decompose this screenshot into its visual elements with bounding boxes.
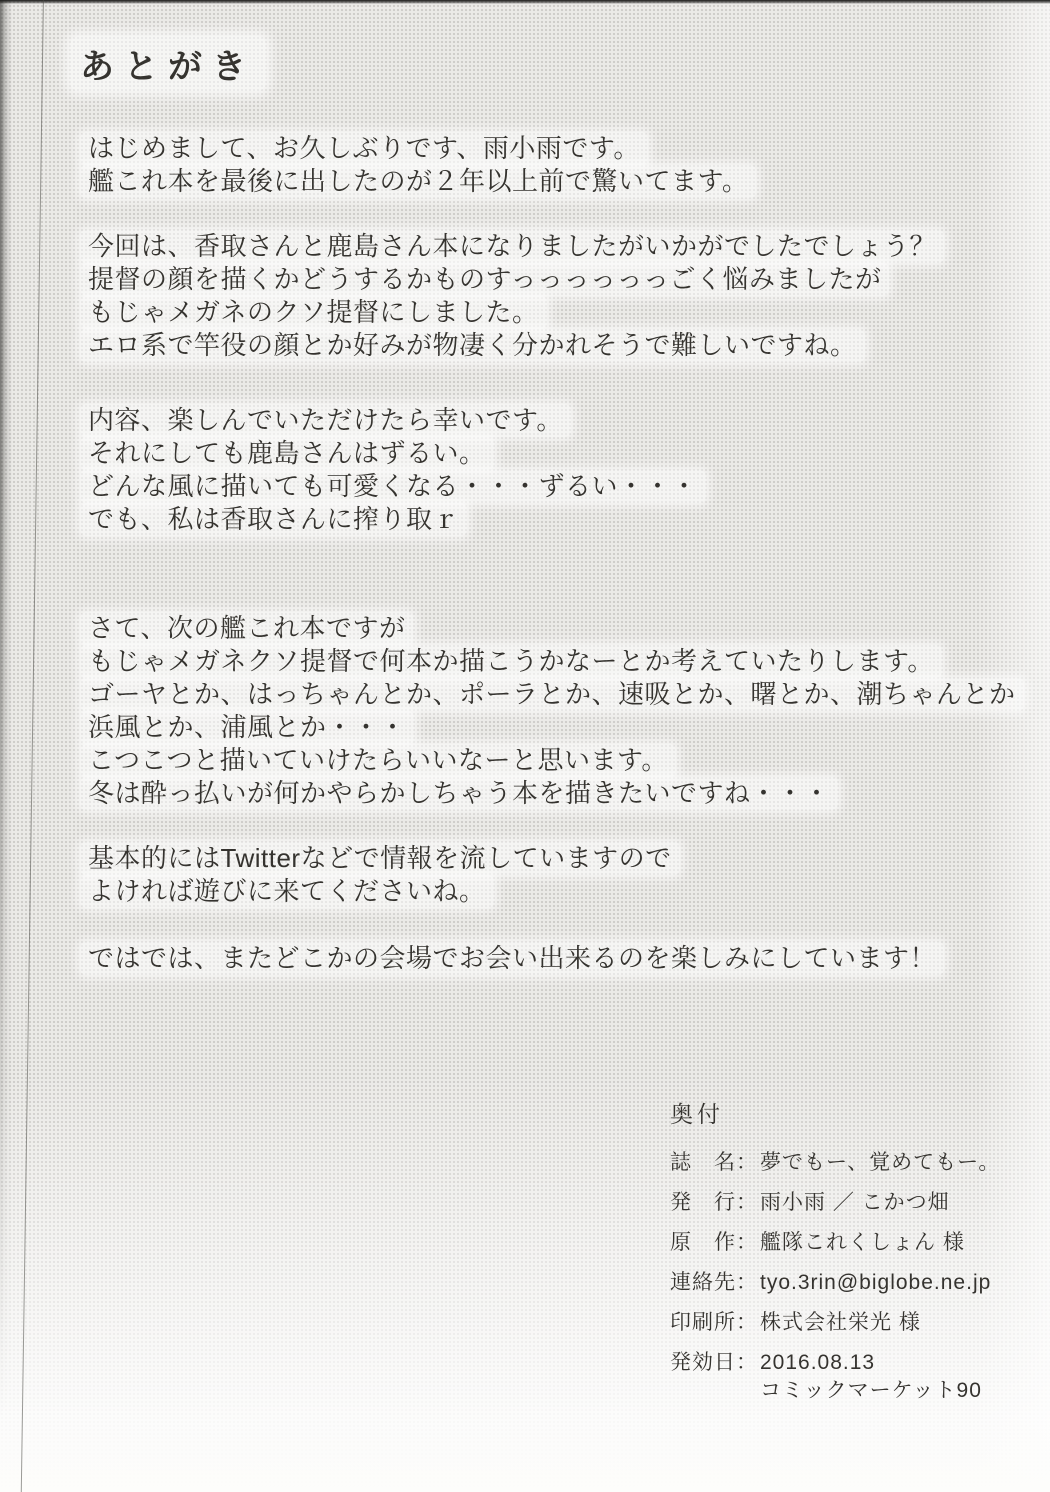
afterword-paragraph [80, 842, 680, 908]
text-line: 浜風とか、浦風とか・・・ [80, 711, 414, 744]
text-line: よければ遊びに来てくださいね。 [80, 875, 494, 908]
text-line: ではでは、またどこかの会場でお会い出来るのを楽しみにしています！ [80, 942, 944, 975]
text-line: もじゃメガネのクソ提督にしました。 [80, 296, 547, 329]
colophon-row [670, 1271, 1000, 1294]
colophon-value: 艦隊これくしょん 様 [760, 1231, 965, 1254]
colophon-row [670, 1231, 1000, 1254]
text-line: 冬は酔っ払いが何かやらかしちゃう本を描きたいですね・・・ [80, 777, 838, 810]
colophon-row [670, 1311, 1000, 1334]
page-title: あとがき [70, 36, 266, 91]
text-line: 内容、楽しんでいただけたら幸いです。 [80, 404, 571, 437]
text-line: でも、私は香取さんに搾り取ｒ [80, 503, 467, 536]
text-line: どんな風に描いても可愛くなる・・・ずるい・・・ [80, 470, 706, 503]
colophon-value: 雨小雨 ／ こかつ畑 [760, 1191, 950, 1214]
colophon-heading: 奥付 [670, 1101, 724, 1127]
colophon-value-event: コミックマーケット90 [760, 1379, 982, 1402]
colophon-label: 発 行 [670, 1191, 736, 1214]
text-line: 艦これ本を最後に出したのが２年以上前で驚いてます。 [80, 165, 756, 198]
page-fold-line [21, 0, 44, 1492]
text-line: ゴーヤとか、はっちゃんとか、ポーラとか、速吸とか、曙とか、潮ちゃんとか [80, 678, 1024, 711]
colophon-row [670, 1351, 1000, 1402]
colophon-separator: ： [736, 1311, 758, 1334]
colophon-separator: ： [736, 1191, 758, 1214]
afterword-paragraph [80, 230, 944, 362]
text-line: 今回は、香取さんと鹿島さん本になりましたがいかがでしたでしょう？ [80, 230, 944, 263]
colophon-label: 誌 名 [670, 1151, 736, 1174]
text-line: さて、次の艦これ本ですが [80, 612, 413, 645]
colophon-value: 株式会社栄光 様 [760, 1311, 921, 1334]
text-line: エロ系で竿役の顔とか好みが物凄く分かれそうで難しいですね。 [80, 329, 865, 362]
colophon-separator: ： [736, 1271, 758, 1294]
colophon-row [670, 1151, 1000, 1174]
scan-edge-top [0, 0, 1050, 4]
text-line: こつこつと描いていけたらいいなーと思います。 [80, 744, 676, 777]
text-line: はじめまして、お久しぶりです、雨小雨です。 [80, 132, 648, 165]
text-line: 提督の顔を描くかどうするかものすっっっっっっごく悩みましたが [80, 263, 889, 296]
scan-edge-left [0, 0, 12, 1492]
colophon-label: 印刷所 [670, 1311, 736, 1334]
colophon [670, 1096, 1000, 1419]
afterword-paragraph [80, 942, 944, 975]
text-line: もじゃメガネクソ提督で何本か描こうかなーとか考えていたりします。 [80, 645, 942, 678]
colophon-value-email: tyo.3rin@biglobe.ne.jp [760, 1271, 992, 1294]
colophon-label: 発効日 [670, 1351, 736, 1374]
colophon-value-block [760, 1351, 982, 1402]
colophon-separator: ： [736, 1231, 758, 1254]
text-line: 基本的にはTwitterなどで情報を流していますので [80, 842, 680, 875]
colophon-value: 夢でもー、覚めてもー。 [760, 1151, 1001, 1174]
colophon-label: 連絡先 [670, 1271, 736, 1294]
colophon-separator: ： [736, 1351, 758, 1374]
afterword-paragraph [80, 132, 756, 198]
afterword-paragraph [80, 612, 1024, 810]
colophon-separator: ： [736, 1151, 758, 1174]
colophon-label: 原 作 [670, 1231, 736, 1254]
afterword-paragraph [80, 404, 706, 536]
colophon-value-date: 2016.08.13 [760, 1351, 876, 1374]
colophon-row [670, 1191, 1000, 1214]
text-line: それにしても鹿島さんはずるい。 [80, 437, 494, 470]
